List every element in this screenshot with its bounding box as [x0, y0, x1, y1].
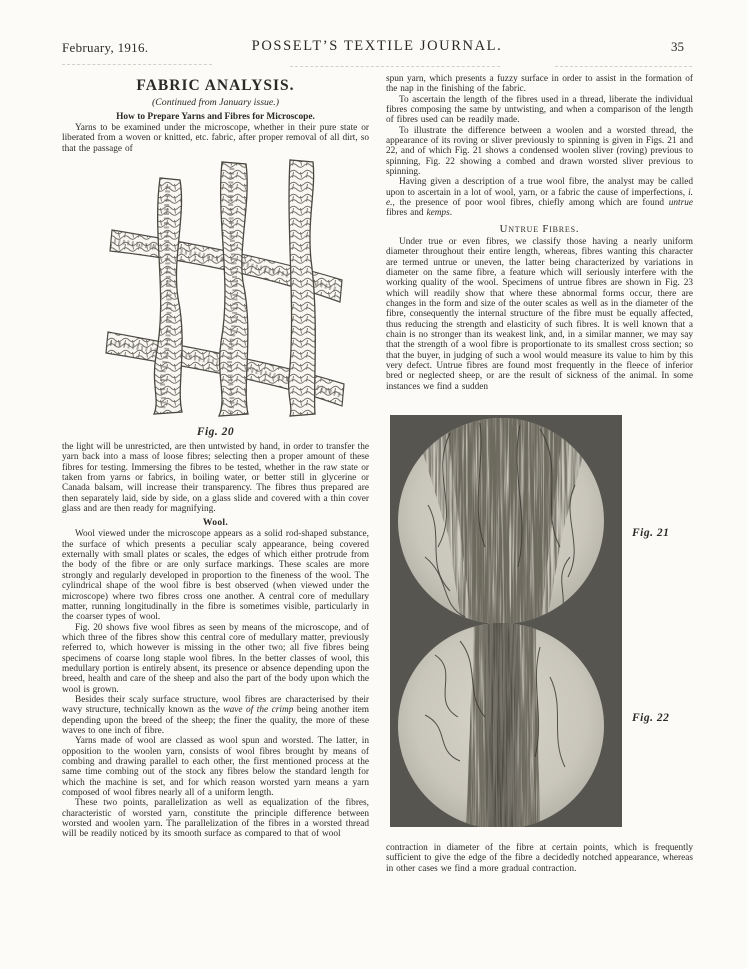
scan-artifact-rule: [62, 64, 212, 65]
paragraph-wool-2: Fig. 20 shows five wool fibres as seen by means of the microscope, and of which three of the fibres show this central core of medullary matter, previously referred to, which however is missing in the other two; all five fibres being specimens of coarse long staple wool fibres. In the better classes of wool, this medullary portion is entirely absent, its presence or absence depending upon the breed, health and care of the sheep and also the part of the body upon which the wool is grown.: [62, 622, 369, 695]
fig21-label: Fig. 21: [632, 526, 670, 539]
article-title: FABRIC ANALYSIS.: [136, 77, 295, 94]
paragraph-light: the light will be unrestricted, are then untwisted by hand, in order to transfer the yarn back into a mass of loose fibres; selecting then a proper amount of these fibres for testing. Immersing the fibres to be tested, whether in the raw state or taken from yarns or fabrics, in boiling water, or better still in glycerine or Canada balsam, will increase their transparency. The fibres thus prepared are then separately laid, side by side, on a glass slide and covered with a thin cover glass and are then ready for magnifying.: [62, 442, 369, 515]
paragraph-worsted: Yarns made of wool are classed as wool spun and worsted. The latter, in opposition to the woolen yarn, consists of wool fibres brought by means of combing and drawing parallel to each other, the first mentioned process at the same time combing out of the stock any fibres below the standard length for which the machine is set, and for which reason worsted yarn means a yarn composed of wool fibres nearly all of a uniform length.: [62, 736, 369, 799]
left-column: [62, 74, 369, 874]
paragraph-spun: spun yarn, which presents a fuzzy surface in order to assist in the formation of the nap in the finishing of the fabric.: [386, 74, 693, 95]
wool-heading: Wool.: [202, 517, 229, 529]
fig22-label: Fig. 22: [632, 711, 670, 724]
article-columns: [62, 74, 693, 874]
paragraph-crimp: Besides their scaly surface structure, wool fibres are characterised by their wavy structure, technically known as the wave of the crimp being another item depending upon the breed of the sheep; the finer the quality, the more of these waves to one inch of fibre.: [62, 694, 370, 736]
page-number: 35: [671, 39, 684, 54]
header-date: February, 1916.: [62, 40, 149, 55]
fig21-22-figure: [386, 415, 693, 827]
fig20-figure: [94, 156, 356, 423]
paragraph-two-points: These two points, parallelization as well as equalization of the fibres, characteristic of worsted yarn, constitute the principle difference between worsted and woolen yarn. The parallelization of the fibres in a worsted thread will be readily noticed by its smooth surface as compared to that of wool: [62, 798, 369, 840]
journal-title: POSSELT’S TEXTILE JOURNAL.: [251, 38, 503, 54]
paragraph-intro: Yarns to be examined under the microscope, whether in their pure state or liberated from a woven or knitted, etc. fabric, after proper removal of all dirt, so that the passage of: [62, 123, 369, 154]
right-column: [386, 74, 693, 874]
article-subtitle: (Continued from January issue.): [152, 97, 279, 108]
untrue-fibres-heading: Untrue Fibres.: [499, 222, 580, 235]
scan-artifact-rule: [290, 66, 500, 67]
paragraph-having: Having given a description of a true wool fibre, the analyst may be called upon to ascertain in a lot of wool, yarn, or a fabric the cause of imperfections, i. e., the presence of poor wool fibres, chiefly among which are found untrue fibres and kemps.: [386, 177, 693, 219]
fig20-wool-fibres-drawing: [94, 156, 356, 418]
page-header: [62, 38, 692, 56]
scan-artifact-rule: [555, 66, 692, 67]
paragraph-contraction: contraction in diameter of the fibre at certain points, which is frequently sufficient to give the edge of the fibre a decidedly notched appearance, whereas in other cases we find a more gradual contraction.: [386, 842, 693, 874]
paragraph-ascertain: To ascertain the length of the fibres used in a thread, liberate the individual fibres composing the same by untwisting, and when a comparison of the length of fibres used can be readily made.: [386, 94, 693, 126]
prepare-heading: How to Prepare Yarns and Fibres for Microscope.: [116, 112, 315, 122]
paragraph-wool-1: Wool viewed under the microscope appears as a solid rod-shaped substance, the surface of which presents a peculiar scaly appearance, being covered externally with small plates or scales, the edges of which either protrude from the body of the fibre or are only surface markings. These scales are more strongly and regularly developed in proportion to the fineness of the wool. The cylindrical shape of the wool fibre is best observed (when viewed under the microscope) where two fibres cross one another. A central core of medullary matter, running longitudinally in the fibre is sometimes visible, particularly in the coarser types of wool.: [62, 529, 369, 623]
fig20-caption: Fig. 20: [196, 426, 235, 439]
paragraph-untrue: Under true or even fibres, we classify those having a nearly uniform diameter throughout their entire length, whereas, fibres wanting this character are termed untrue or uneven, the latter being characterized by variations in diameter on the same fibre, a feature which will seriously interfere with the working quality of the wool. Specimens of untrue fibres are shown in Fig. 23 which will readily show that where these abnormal forms occur, there are changes in the form and size of the outer scales as well as in the diameter of the fibre, consequently the internal structure of the fibre must be equally affected, thus reducing the strength and elasticity of such fibres. It is well known that a chain is no stronger than its weakest link, and, in a similar manner, we may say that the strength of a wool fibre is proportionate to its smallest cross section; so that the buyer, in judging of such a wool would measure its value to him by this very defect. Untrue fibres are found most frequently in the fleece of inferior bred or neglected sheep, or are the result of sickness of the animal. In some instances we find a sudden: [386, 236, 693, 392]
paragraph-illustrate: To illustrate the difference between a woolen and a worsted thread, the appearance of its roving or sliver previously to spinning is given in Figs. 21 and 22, and of which Fig. 21 shows a condensed woolen sliver (roving) previous to spinning, Fig. 22 showing a combed and drawn worsted sliver previous to spinning.: [386, 125, 693, 178]
fig21-22-microscope-photographs: [390, 415, 622, 827]
